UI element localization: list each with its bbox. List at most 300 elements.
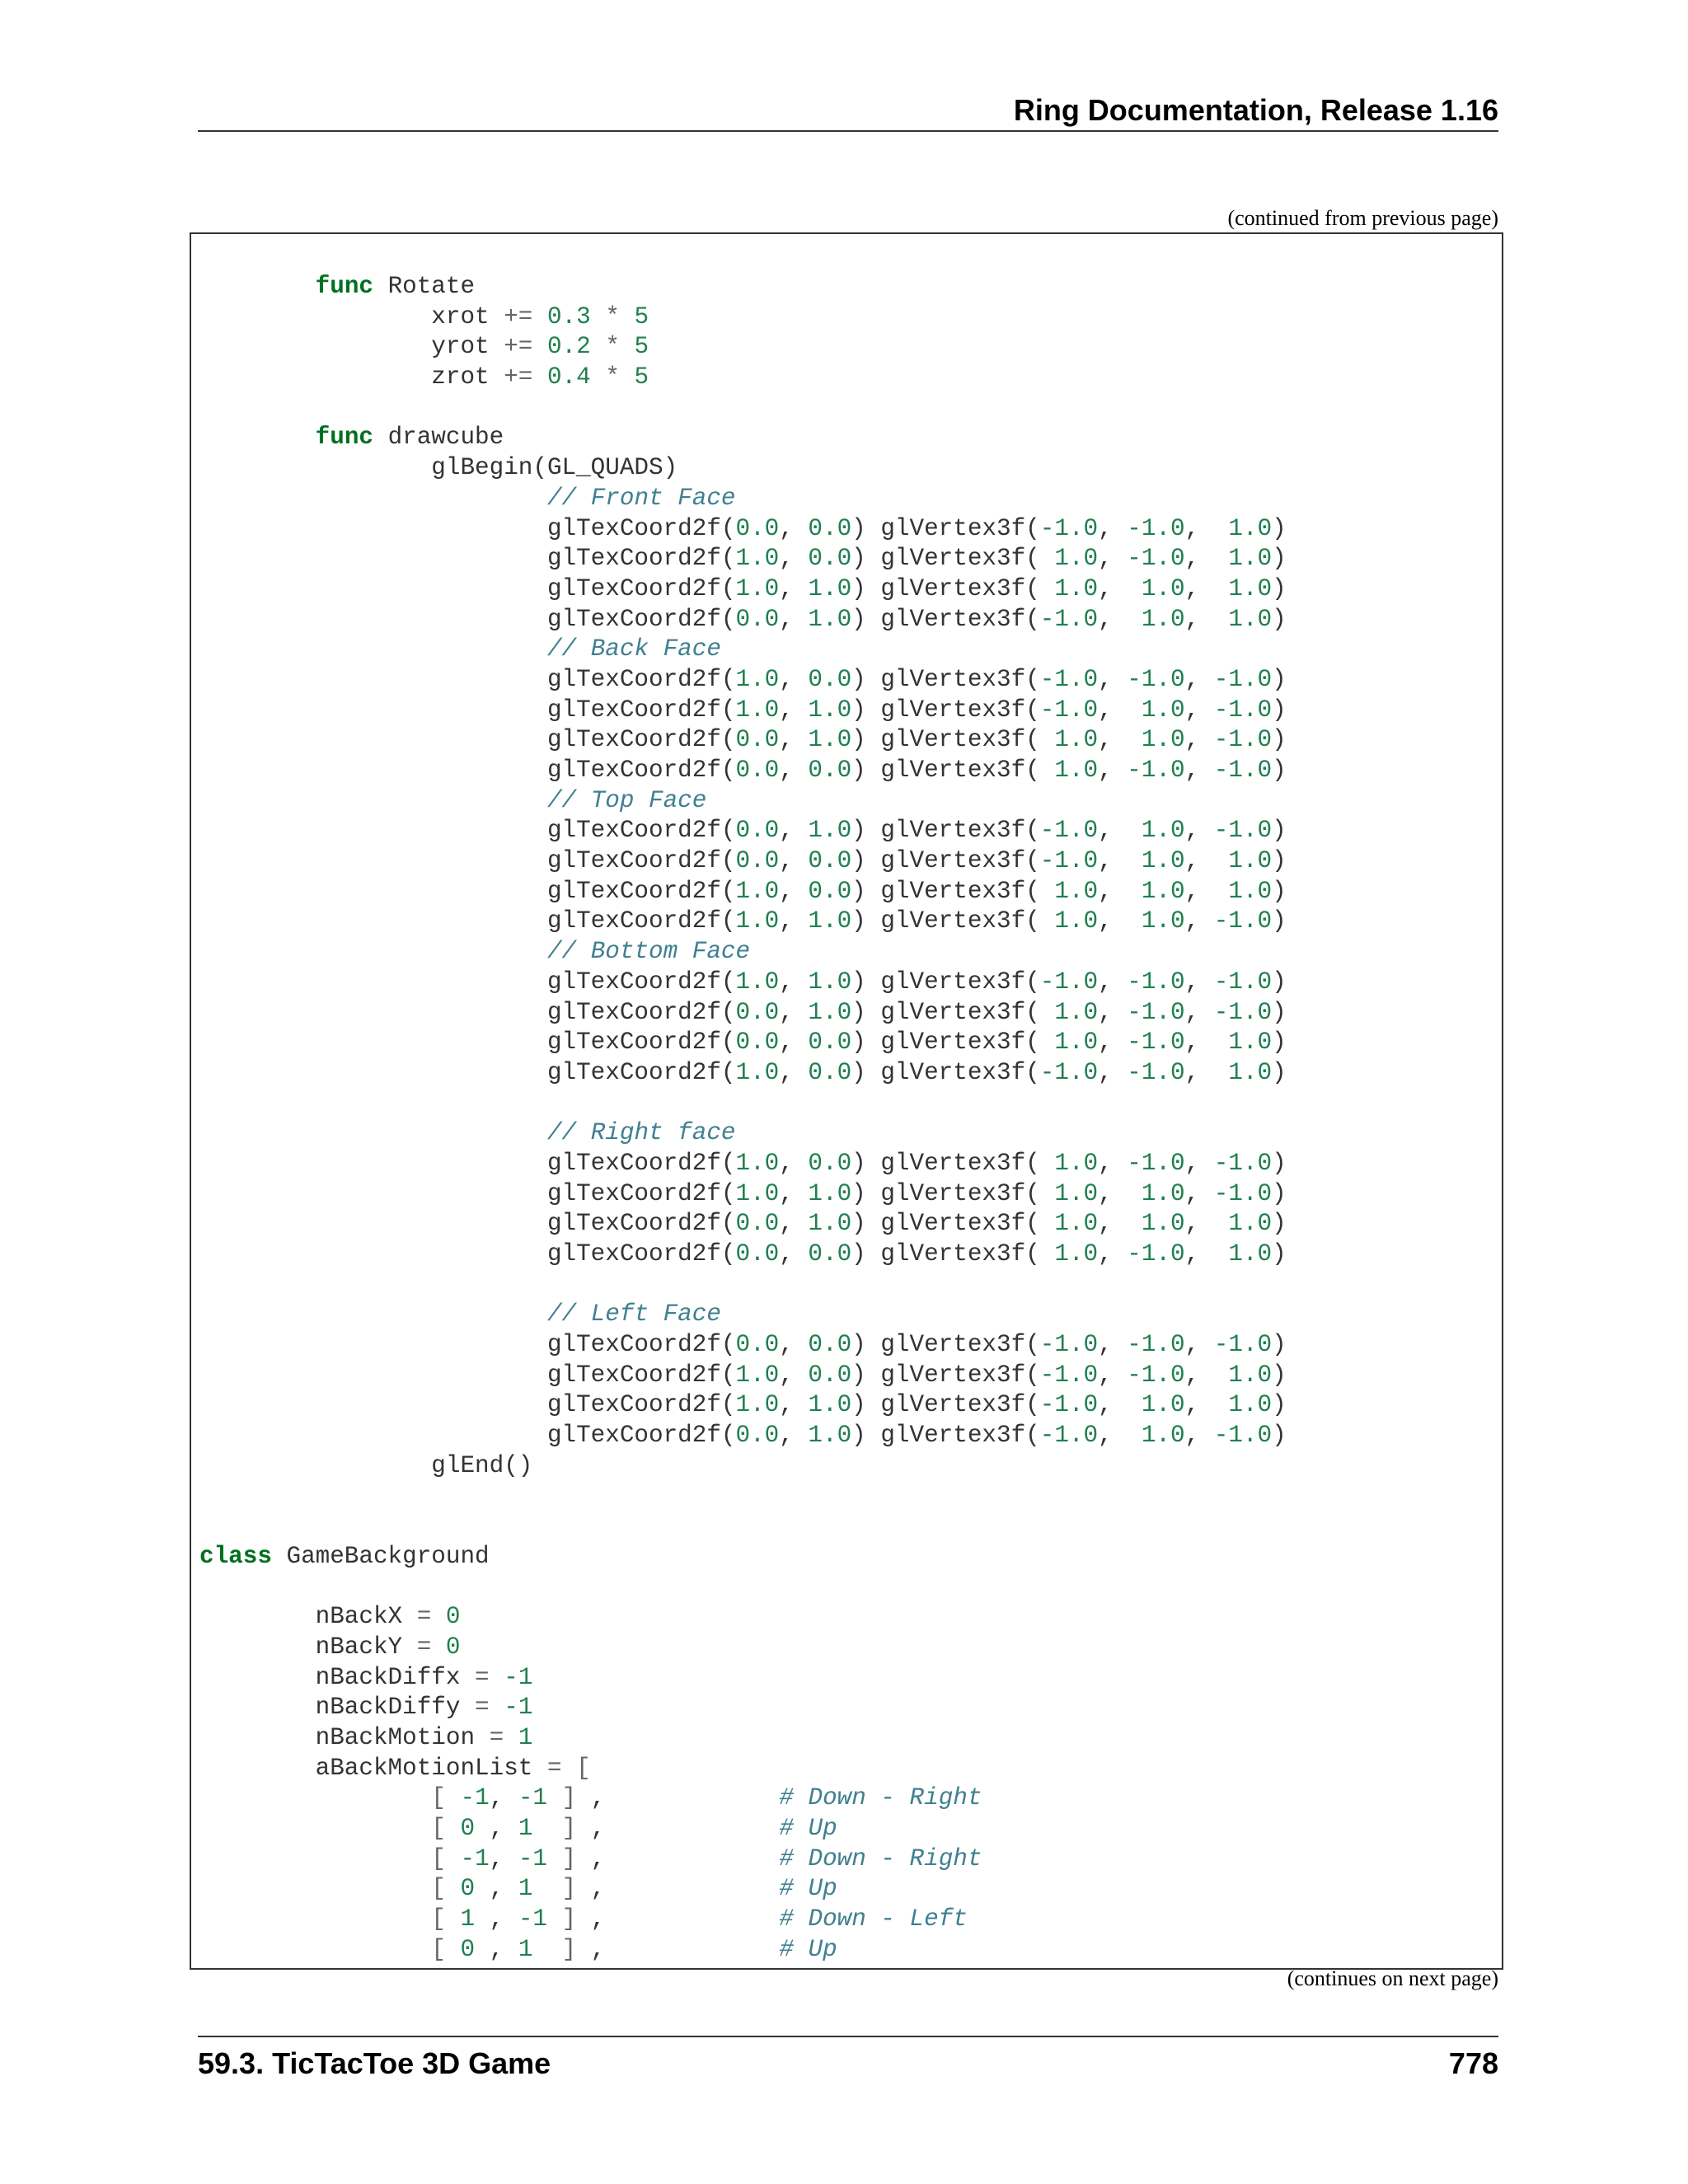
code-text: , — [779, 1149, 809, 1177]
code-text: , — [1184, 574, 1229, 602]
code-line — [199, 998, 1287, 1029]
code-number: 1.0 — [735, 1058, 780, 1086]
code-text: , — [475, 1905, 518, 1933]
code-text — [547, 1845, 562, 1872]
code-number: -1.0 — [1213, 817, 1273, 845]
code-text — [532, 333, 547, 360]
header-rule — [198, 130, 1498, 132]
code-text: , — [475, 1815, 518, 1843]
code-line — [199, 877, 1287, 907]
code-text: , — [1184, 605, 1229, 633]
code-number: -1.0 — [1127, 1029, 1185, 1057]
code-number: 1.0 — [1228, 1240, 1273, 1268]
code-operator: ] — [561, 1905, 577, 1933]
code-line — [199, 544, 1287, 574]
code-text: glTexCoord2f( — [199, 968, 736, 996]
code-number: -1.0 — [1039, 1422, 1099, 1450]
code-text: , — [576, 1844, 780, 1872]
code-number: 0.0 — [735, 514, 780, 542]
code-text: , — [1184, 1029, 1229, 1057]
code-number: 1.0 — [1141, 877, 1185, 905]
code-text: ) glVertex3f( — [851, 968, 1040, 996]
code-text: , — [779, 605, 809, 633]
code-text: , — [1098, 696, 1142, 724]
code-line — [199, 816, 1287, 846]
code-line — [199, 484, 1287, 514]
code-text: glTexCoord2f( — [199, 847, 736, 875]
code-text: ) — [1272, 757, 1287, 784]
code-text: ) glVertex3f( — [851, 1240, 1055, 1268]
code-text: zrot — [199, 363, 504, 391]
code-block — [190, 232, 1503, 1970]
code-number: -1.0 — [1213, 907, 1273, 935]
code-number: 1 — [460, 1905, 476, 1933]
code-line — [199, 1844, 1287, 1875]
code-text: ) — [1272, 817, 1287, 845]
code-text: glTexCoord2f( — [199, 1058, 736, 1086]
code-text — [504, 1724, 518, 1751]
code-number: -1.0 — [1127, 1331, 1185, 1359]
code-text: , — [1098, 1361, 1128, 1389]
code-number: 1.0 — [1228, 1391, 1273, 1419]
code-text: ) glVertex3f( — [851, 1391, 1040, 1419]
code-text: glTexCoord2f( — [199, 998, 736, 1026]
code-operator: * — [605, 333, 620, 361]
code-line — [199, 1572, 1287, 1603]
code-line — [199, 363, 1287, 393]
code-line — [199, 332, 1287, 363]
code-text: , — [1184, 1179, 1214, 1207]
code-number: -1.0 — [1213, 998, 1273, 1026]
code-line — [199, 1028, 1287, 1058]
code-text: , — [779, 1422, 809, 1450]
code-text: glTexCoord2f( — [199, 877, 736, 905]
code-text — [199, 1845, 431, 1872]
code-text: , — [1098, 1331, 1128, 1359]
code-number: 1 — [518, 1875, 533, 1903]
code-text: ) glVertex3f( — [851, 1058, 1040, 1086]
code-number: 1.0 — [808, 998, 852, 1026]
code-comment: // Bottom Face — [546, 938, 751, 966]
code-text: glTexCoord2f( — [199, 757, 736, 784]
code-text: , — [779, 696, 809, 724]
code-comment: # Up — [779, 1815, 837, 1843]
code-text: , — [779, 726, 809, 754]
code-text: glTexCoord2f( — [199, 514, 736, 542]
code-text: ) glVertex3f( — [851, 757, 1055, 784]
code-text: nBackX — [199, 1603, 417, 1631]
code-operator: [ — [431, 1844, 446, 1872]
code-number: -1.0 — [1127, 998, 1185, 1026]
code-number: 0.0 — [808, 665, 852, 693]
code-text: ) — [1272, 1058, 1287, 1086]
code-line — [199, 453, 1287, 484]
code-comment: // Top Face — [546, 786, 707, 814]
code-text: ) — [1272, 1331, 1287, 1359]
code-line — [199, 1118, 1287, 1149]
code-text: ) — [1272, 1240, 1287, 1268]
code-text — [199, 273, 316, 300]
code-text: , — [1098, 998, 1128, 1026]
code-number: 5 — [634, 333, 649, 361]
code-line — [199, 1511, 1287, 1542]
code-line — [199, 1058, 1287, 1089]
code-number: 0 — [445, 1603, 461, 1631]
footer-rule — [198, 2036, 1498, 2037]
code-text: drawcube — [373, 424, 504, 452]
code-operator: [ — [431, 1784, 446, 1812]
code-text — [446, 1905, 461, 1933]
code-number: -1.0 — [1213, 1422, 1273, 1450]
code-text: ) — [1272, 1029, 1287, 1057]
code-text — [490, 1664, 504, 1691]
code-text: , — [779, 545, 809, 573]
code-text: , — [1098, 574, 1142, 602]
code-text: , — [779, 1240, 809, 1268]
code-text: nBackDiffx — [199, 1663, 476, 1691]
code-text: , — [576, 1875, 780, 1903]
code-line — [199, 696, 1287, 726]
code-line — [199, 1482, 1287, 1512]
code-text: ) — [1272, 968, 1287, 996]
code-number: 1.0 — [1141, 1422, 1185, 1450]
code-line — [199, 1602, 1287, 1633]
code-text: ) — [1272, 545, 1287, 573]
code-number: 0.0 — [808, 1058, 852, 1086]
code-line — [199, 1421, 1287, 1451]
code-text: , — [779, 907, 809, 935]
code-text: , — [1098, 1391, 1142, 1419]
code-text: , — [1098, 1029, 1128, 1057]
code-text: ) glVertex3f( — [851, 1210, 1055, 1238]
code-number: -1.0 — [1127, 1240, 1185, 1268]
code-line — [199, 1179, 1287, 1210]
page-number: 778 — [1448, 2046, 1498, 2080]
code-number: 0.0 — [735, 1210, 780, 1238]
footer-section-title: 59.3. TicTacToe 3D Game — [198, 2046, 551, 2080]
code-text: ) glVertex3f( — [851, 1361, 1040, 1389]
code-number: 1.0 — [1228, 847, 1273, 875]
code-number: 1.0 — [735, 1391, 780, 1419]
code-text: , — [1184, 907, 1214, 935]
code-text: ) glVertex3f( — [851, 817, 1040, 845]
code-comment: // Front Face — [546, 484, 736, 512]
code-number: -1.0 — [1039, 605, 1099, 633]
code-text — [446, 1875, 461, 1902]
code-number: 1.0 — [1054, 574, 1099, 602]
code-text — [532, 1936, 561, 1963]
code-text: , — [779, 1058, 809, 1086]
code-text: ) glVertex3f( — [851, 726, 1055, 754]
code-keyword: func — [315, 273, 373, 300]
code-line — [199, 665, 1287, 696]
code-number: 0.0 — [808, 847, 852, 875]
code-text: , — [1184, 665, 1214, 693]
code-number: 1 — [518, 1724, 533, 1751]
code-text: ) — [1272, 574, 1287, 602]
code-text: , — [779, 817, 809, 845]
code-line — [199, 1783, 1287, 1814]
code-text: ) glVertex3f( — [851, 605, 1040, 633]
code-number: 1.0 — [1141, 1210, 1185, 1238]
code-number: 1.0 — [1054, 726, 1099, 754]
code-number: 1.0 — [735, 545, 780, 573]
code-operator: [ — [431, 1875, 446, 1903]
code-number: 1.0 — [1228, 514, 1273, 542]
code-number: 1.0 — [1141, 574, 1185, 602]
code-text — [199, 1875, 431, 1902]
code-line — [199, 968, 1287, 998]
code-line — [199, 1240, 1287, 1270]
code-text: , — [1184, 696, 1214, 724]
code-number: 0.3 — [546, 302, 591, 330]
code-text: nBackDiffy — [199, 1694, 476, 1722]
code-listing — [199, 272, 1287, 1966]
code-text: ) — [1272, 1210, 1287, 1238]
code-text: ) — [1272, 1391, 1287, 1419]
code-operator: * — [605, 302, 620, 330]
code-text: , — [1184, 1361, 1229, 1389]
code-text: , — [1098, 1422, 1142, 1450]
code-number: -1.0 — [1213, 696, 1273, 724]
code-number: 0.0 — [808, 545, 852, 573]
code-line — [199, 1754, 1287, 1784]
code-number: -1 — [504, 1694, 533, 1722]
code-text: , — [1098, 877, 1142, 905]
code-operator: ] — [561, 1844, 577, 1872]
code-line — [199, 937, 1287, 968]
code-number: -1 — [460, 1844, 490, 1872]
code-line — [199, 1390, 1287, 1421]
code-number: 1.0 — [1228, 877, 1273, 905]
code-text: glTexCoord2f( — [199, 1331, 736, 1359]
code-operator: = — [475, 1663, 490, 1691]
code-line — [199, 1663, 1287, 1694]
code-number: 1.0 — [808, 1210, 852, 1238]
code-number: -1.0 — [1213, 1331, 1273, 1359]
code-number: -1.0 — [1127, 1149, 1185, 1177]
code-text: glTexCoord2f( — [199, 1422, 736, 1450]
code-text: xrot — [199, 302, 504, 330]
code-number: 0.0 — [808, 1361, 852, 1389]
code-text — [446, 1784, 461, 1811]
code-text: nBackMotion — [199, 1724, 490, 1751]
code-number: -1.0 — [1213, 757, 1273, 784]
code-text — [199, 1905, 431, 1933]
code-number: 0.0 — [735, 1029, 780, 1057]
code-text — [490, 1694, 504, 1721]
code-line — [199, 605, 1287, 635]
code-line — [199, 1935, 1287, 1966]
code-line — [199, 756, 1287, 786]
code-text: ) glVertex3f( — [851, 1422, 1040, 1450]
code-line — [199, 1149, 1287, 1179]
code-number: 0.4 — [546, 363, 591, 391]
code-text: ) glVertex3f( — [851, 665, 1040, 693]
code-line — [199, 1542, 1287, 1572]
code-line — [199, 574, 1287, 605]
code-line — [199, 514, 1287, 545]
code-text: ) — [1272, 907, 1287, 935]
code-number: 1.0 — [735, 665, 780, 693]
code-text: , — [779, 1210, 809, 1238]
code-text — [591, 333, 606, 360]
code-number: 1.0 — [735, 1149, 780, 1177]
code-text: , — [1184, 1331, 1214, 1359]
code-text — [199, 1119, 547, 1146]
code-line — [199, 725, 1287, 756]
code-text: , — [1098, 514, 1128, 542]
code-number: 1.0 — [1054, 545, 1099, 573]
code-number: -1.0 — [1213, 665, 1273, 693]
code-number: 1.0 — [735, 696, 780, 724]
code-line — [199, 1330, 1287, 1361]
code-text: glTexCoord2f( — [199, 817, 736, 845]
code-text: , — [779, 1029, 809, 1057]
code-text: , — [1098, 545, 1128, 573]
code-text: ) glVertex3f( — [851, 907, 1055, 935]
code-number: 0.0 — [735, 817, 780, 845]
code-text: , — [779, 847, 809, 875]
code-text: , — [779, 998, 809, 1026]
code-text — [199, 1815, 431, 1842]
code-number: 1 — [518, 1935, 533, 1963]
code-line — [199, 1209, 1287, 1240]
code-text: , — [779, 1179, 809, 1207]
code-number: 1.0 — [1141, 817, 1185, 845]
code-text — [446, 1936, 461, 1963]
code-number: -1.0 — [1127, 514, 1185, 542]
code-text — [620, 363, 635, 391]
code-number: 1.0 — [808, 605, 852, 633]
code-text — [620, 333, 635, 360]
code-text — [431, 1603, 446, 1630]
code-text: , — [576, 1784, 780, 1812]
code-text: ) glVertex3f( — [851, 514, 1040, 542]
code-line — [199, 1874, 1287, 1905]
code-operator: [ — [431, 1815, 446, 1843]
code-text: ) glVertex3f( — [851, 1331, 1040, 1359]
code-number: 0.0 — [735, 757, 780, 784]
code-number: 5 — [634, 363, 649, 391]
code-number: 1.0 — [1054, 1029, 1099, 1057]
code-number: 0.0 — [735, 1331, 780, 1359]
code-text: , — [1098, 757, 1128, 784]
code-number: 1.0 — [808, 907, 852, 935]
code-number: -1 — [518, 1844, 547, 1872]
code-line — [199, 1300, 1287, 1330]
code-text — [562, 1755, 577, 1782]
code-number: -1.0 — [1127, 968, 1185, 996]
code-text: ) glVertex3f( — [851, 877, 1055, 905]
code-text: yrot — [199, 333, 504, 361]
code-operator: [ — [431, 1905, 446, 1933]
code-text: , — [1184, 817, 1214, 845]
code-number: 1.0 — [808, 726, 852, 754]
code-line — [199, 272, 1287, 302]
code-number: -1 — [460, 1784, 490, 1812]
code-operator: += — [504, 363, 533, 391]
code-line — [199, 1723, 1287, 1754]
code-text — [532, 363, 547, 391]
code-text: , — [779, 1391, 809, 1419]
code-text: , — [1098, 1058, 1128, 1086]
code-number: 1.0 — [808, 696, 852, 724]
code-number: 1.0 — [808, 817, 852, 845]
code-text: , — [1098, 817, 1142, 845]
code-text: glTexCoord2f( — [199, 1240, 736, 1268]
code-text: , — [779, 968, 809, 996]
code-text: , — [1184, 877, 1229, 905]
continued-from-label: (continued from previous page) — [1227, 206, 1498, 230]
code-number: 1.0 — [1054, 1149, 1099, 1177]
code-number: -1.0 — [1127, 1058, 1185, 1086]
code-operator: ] — [561, 1875, 577, 1903]
code-comment: # Up — [779, 1875, 837, 1903]
code-text: Rotate — [373, 273, 476, 300]
code-text: ) glVertex3f( — [851, 574, 1055, 602]
code-number: 1.0 — [1054, 1210, 1099, 1238]
code-text: ) glVertex3f( — [851, 1179, 1055, 1207]
code-number: 1.0 — [1228, 1210, 1273, 1238]
code-number: 0 — [460, 1875, 476, 1903]
code-number: 1.0 — [1054, 1179, 1099, 1207]
code-number: 1.0 — [808, 1391, 852, 1419]
code-number: 1.0 — [735, 968, 780, 996]
code-text: , — [489, 1844, 518, 1872]
code-text — [199, 787, 547, 814]
code-text — [199, 1784, 431, 1811]
code-text: glTexCoord2f( — [199, 1179, 736, 1207]
code-number: 1.0 — [1141, 696, 1185, 724]
code-line — [199, 635, 1287, 665]
code-number: 1.0 — [1141, 907, 1185, 935]
code-text: , — [779, 757, 809, 784]
code-number: -1.0 — [1127, 1361, 1185, 1389]
code-line — [199, 423, 1287, 453]
code-text: , — [1098, 1149, 1128, 1177]
code-number: 0.0 — [808, 877, 852, 905]
code-number: -1.0 — [1039, 1331, 1099, 1359]
code-number: 0.2 — [546, 333, 591, 361]
code-text — [532, 1815, 561, 1842]
code-number: -1.0 — [1039, 1391, 1099, 1419]
code-number: 0.0 — [808, 1331, 852, 1359]
code-text — [591, 303, 606, 330]
code-text: , — [1184, 998, 1214, 1026]
code-number: 1.0 — [1228, 605, 1273, 633]
code-operator: ] — [561, 1935, 577, 1963]
code-text: glTexCoord2f( — [199, 1029, 736, 1057]
code-number: 1.0 — [1141, 605, 1185, 633]
code-text — [199, 1301, 547, 1328]
code-text: glTexCoord2f( — [199, 726, 736, 754]
code-operator: = — [546, 1754, 562, 1782]
code-text: glTexCoord2f( — [199, 574, 736, 602]
code-number: 1.0 — [1228, 545, 1273, 573]
code-text: , — [1098, 665, 1128, 693]
code-text: , — [475, 1875, 518, 1903]
code-operator: = — [416, 1603, 432, 1631]
code-number: 1.0 — [1054, 998, 1099, 1026]
code-text: , — [1184, 757, 1214, 784]
code-text: ) — [1272, 1149, 1287, 1177]
code-operator: [ — [431, 1935, 446, 1963]
code-number: 0.0 — [808, 757, 852, 784]
code-text: , — [576, 1935, 780, 1963]
code-operator: ] — [561, 1815, 577, 1843]
code-line — [199, 1361, 1287, 1391]
